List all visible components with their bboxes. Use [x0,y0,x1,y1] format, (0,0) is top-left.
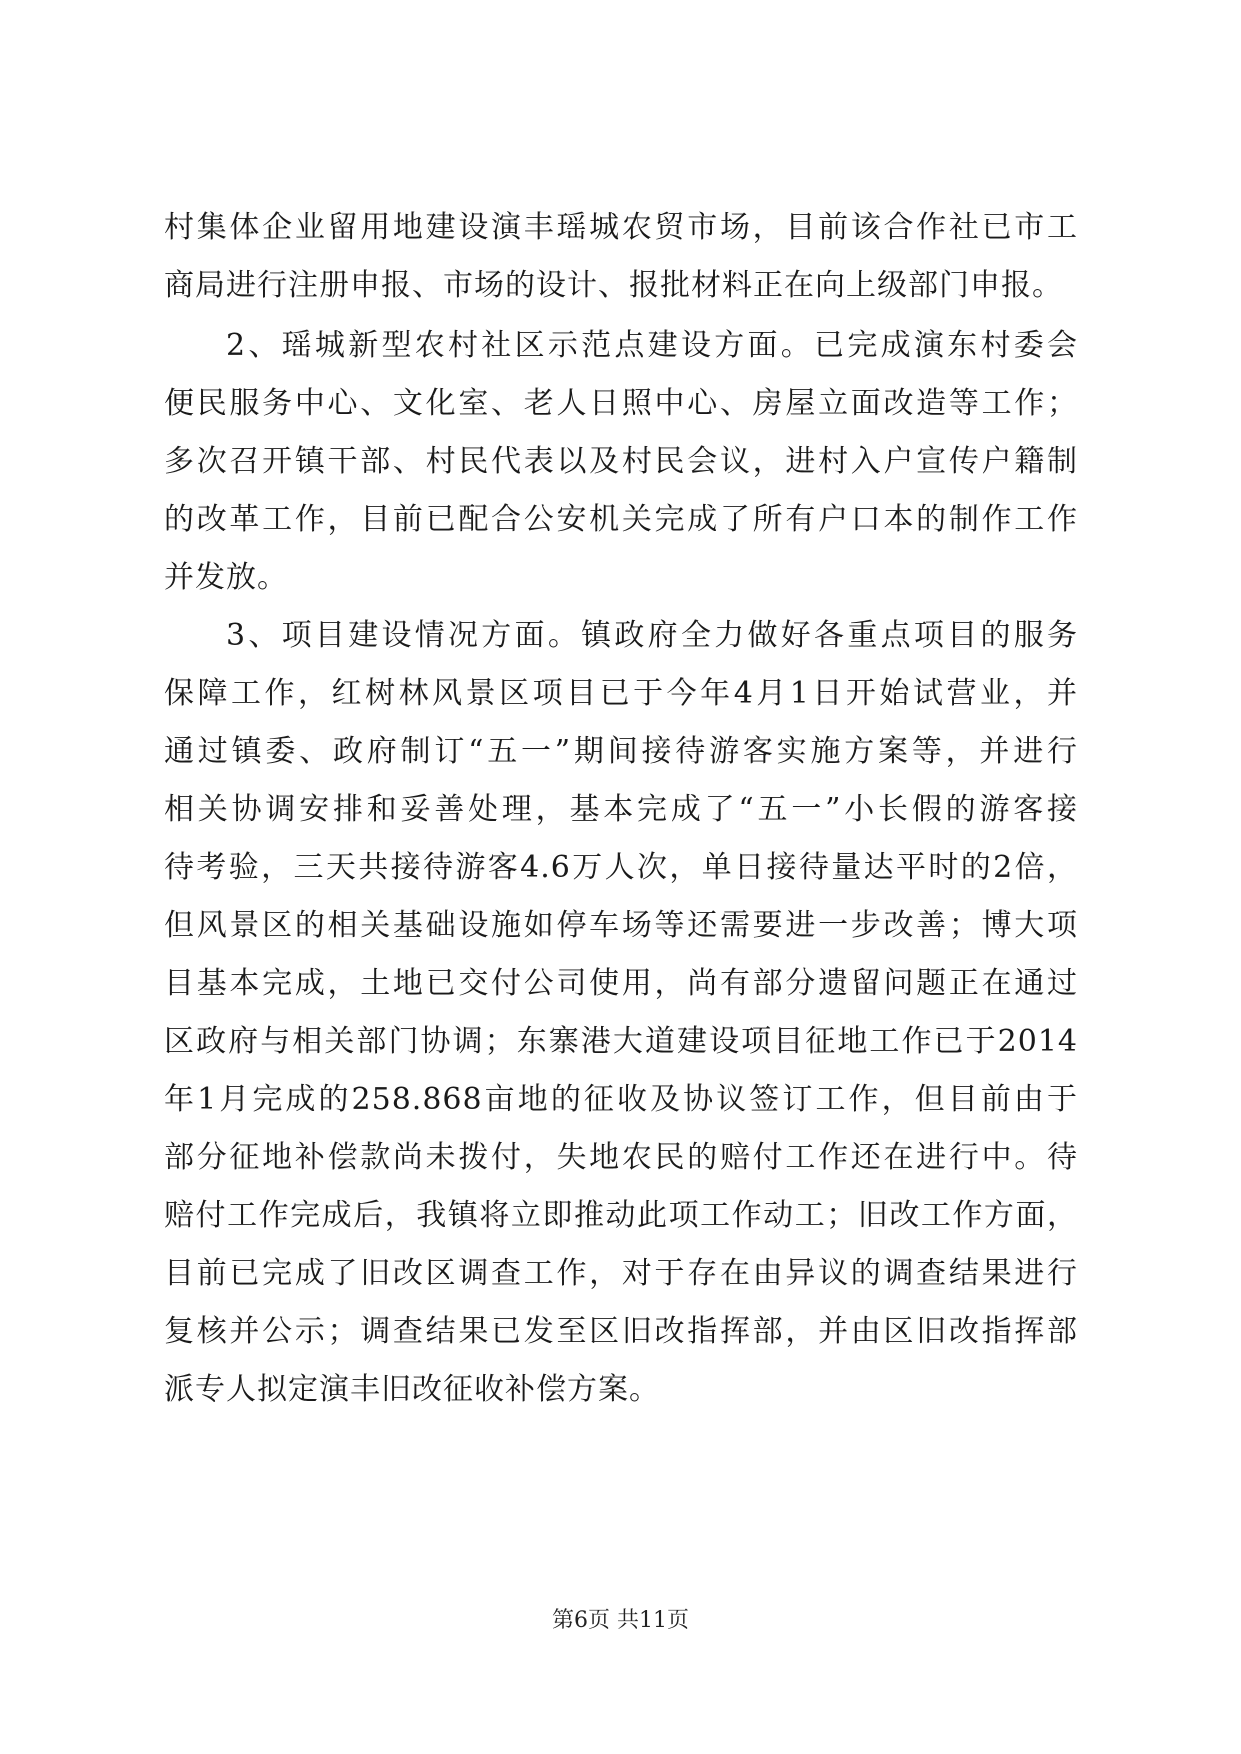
paragraph-start-line: 2、瑶城新型农村社区示范点建设方面。已完成演东村委会 [226,328,1078,363]
text-line: 并发放。 [164,560,288,595]
text-line: 村集体企业留用地建设演丰瑶城农贸市场，目前该合作社已市工 [164,210,1078,245]
text-line: 赔付工作完成后，我镇将立即推动此项工作动工；旧改工作方面， [164,1198,1078,1233]
text-line: 复核并公示；调查结果已发至区旧改指挥部，并由区旧改指挥部 [164,1314,1078,1349]
text-line: 区政府与相关部门协调；东寨港大道建设项目征地工作已于2014 [164,1024,1078,1059]
text-line: 通过镇委、政府制订“五一”期间接待游客实施方案等，并进行 [164,734,1078,769]
text-line: 待考验，三天共接待游客4.6万人次，单日接待量达平时的2倍， [164,850,1078,885]
text-line: 多次召开镇干部、村民代表以及村民会议，进村入户宣传户籍制 [164,444,1078,479]
text-line: 部分征地补偿款尚未拨付，失地农民的赔付工作还在进行中。待 [164,1140,1078,1175]
text-line: 但风景区的相关基础设施如停车场等还需要进一步改善；博大项 [164,908,1078,943]
text-line: 便民服务中心、文化室、老人日照中心、房屋立面改造等工作； [164,386,1078,421]
text-line: 的改革工作，目前已配合公安机关完成了所有户口本的制作工作 [164,502,1078,537]
text-line: 派专人拟定演丰旧改征收补偿方案。 [164,1372,660,1407]
text-line: 保障工作，红树林风景区项目已于今年4月1日开始试营业，并 [164,676,1078,711]
text-line: 商局进行注册申报、市场的设计、报批材料正在向上级部门申报。 [164,268,1063,303]
text-line: 相关协调安排和妥善处理，基本完成了“五一”小长假的游客接 [164,792,1078,827]
text-line: 目基本完成，土地已交付公司使用，尚有部分遗留问题正在通过 [164,966,1078,1001]
text-line: 年1月完成的258.868亩地的征收及协议签订工作，但目前由于 [164,1082,1078,1117]
page-number-footer: 第6页 共11页 [552,1608,689,1633]
paragraph-start-line: 3、项目建设情况方面。镇政府全力做好各重点项目的服务 [226,618,1078,653]
text-line: 目前已完成了旧改区调查工作，对于存在由异议的调查结果进行 [164,1256,1078,1291]
